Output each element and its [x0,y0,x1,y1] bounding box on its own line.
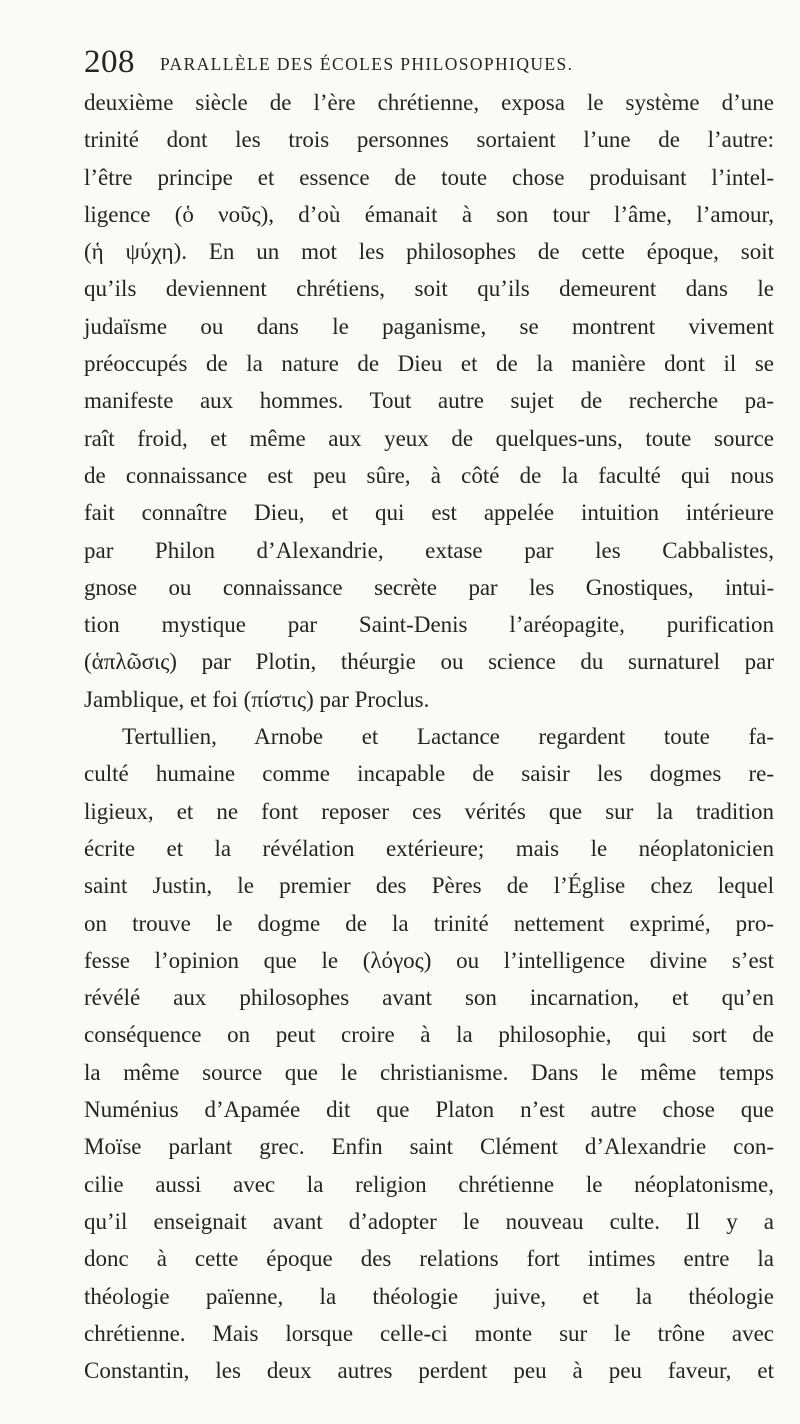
text-line: fait connaître Dieu, et qui est appelée intuition intérieure [84,500,774,526]
text-line: gnose ou connaissance secrète par les Gnostiques, intui- [84,574,774,600]
text-line: judaïsme ou dans le paganisme, se montrent vivement [84,313,774,339]
text-line: raît froid, et même aux yeux de quelques-uns, toute source [84,425,774,451]
text-line: tion mystique par Saint-Denis l’aréopagite, purification [84,612,774,638]
text-line: deuxième siècle de l’ère chrétienne, exposa le système d’une [84,90,774,115]
text-line: théologie païenne, la théologie juive, et la théologie [84,1283,774,1309]
text-line: ligence (ὁ νοῦς), d’où émanait à son tour l’âme, l’amour, [84,201,774,227]
text-line: la même source que le christianisme. Dans le même temps [84,1059,774,1085]
text-line: Numénius d’Apamée dit que Platon n’est autre chose que [84,1097,774,1123]
text-line: qu’il enseignait avant d’adopter le nouveau culte. Il y a [84,1208,774,1234]
text-line: (ἡ ψύχη). En un mot les philosophes de cette époque, soit [84,239,774,265]
text-line: de connaissance est peu sûre, à côté de la faculté qui nous [84,462,774,488]
text-line: conséquence on peut croire à la philosophie, qui sort de [84,1022,774,1048]
running-head: PARALLÈLE DES ÉCOLES PHILOSOPHIQUES. [160,54,574,74]
text-line: préoccupés de la nature de Dieu et de la manière dont il se [84,351,774,377]
text-line: Moïse parlant grec. Enfin saint Clément d’Alexandrie con- [84,1134,774,1160]
text-line: fesse l’opinion que le (λόγος) ou l’intelligence divine s’est [84,947,774,973]
text-line: culté humaine comme incapable de saisir les dogmes re- [84,761,774,787]
text-line: (ἁπλῶσις) par Plotin, théurgie ou science du surnaturel par [84,649,774,675]
paragraph-end-line: Jamblique, et foi (πίστις) par Proclus. [84,686,430,712]
paragraph-start-line: Tertullien, Arnobe et Lactance regardent toute fa- [122,724,774,750]
text-line: chrétienne. Mais lorsque celle-ci monte sur le trône avec [84,1320,774,1346]
text-line: trinité dont les trois personnes sortaient l’une de l’autre: [84,127,774,153]
text-line: saint Justin, le premier des Pères de l’Église chez lequel [84,873,774,899]
text-line: révélé aux philosophes avant son incarnation, et qu’en [84,985,774,1011]
page-number: 208 [84,44,135,80]
text-line: qu’ils deviennent chrétiens, soit qu’ils demeurent dans le [84,276,774,302]
text-line: on trouve le dogme de la trinité nettement exprimé, pro- [84,910,774,936]
text-line: écrite et la révélation extérieure; mais le néoplatonicien [84,835,774,861]
text-line: l’être principe et essence de toute chose produisant l’intel- [84,164,774,190]
text-line: par Philon d’Alexandrie, extase par les Cabbalistes, [84,537,774,563]
text-line: manifeste aux hommes. Tout autre sujet de recherche pa- [84,388,774,414]
text-line: cilie aussi avec la religion chrétienne le néoplatonisme, [84,1171,774,1197]
text-line: ligieux, et ne font reposer ces vérités que sur la tradition [84,798,774,824]
text-line: donc à cette époque des relations fort intimes entre la [84,1246,774,1272]
text-line: Constantin, les deux autres perdent peu à peu faveur, et [84,1358,774,1384]
body-text [84,84,774,1389]
page-header [84,42,774,82]
